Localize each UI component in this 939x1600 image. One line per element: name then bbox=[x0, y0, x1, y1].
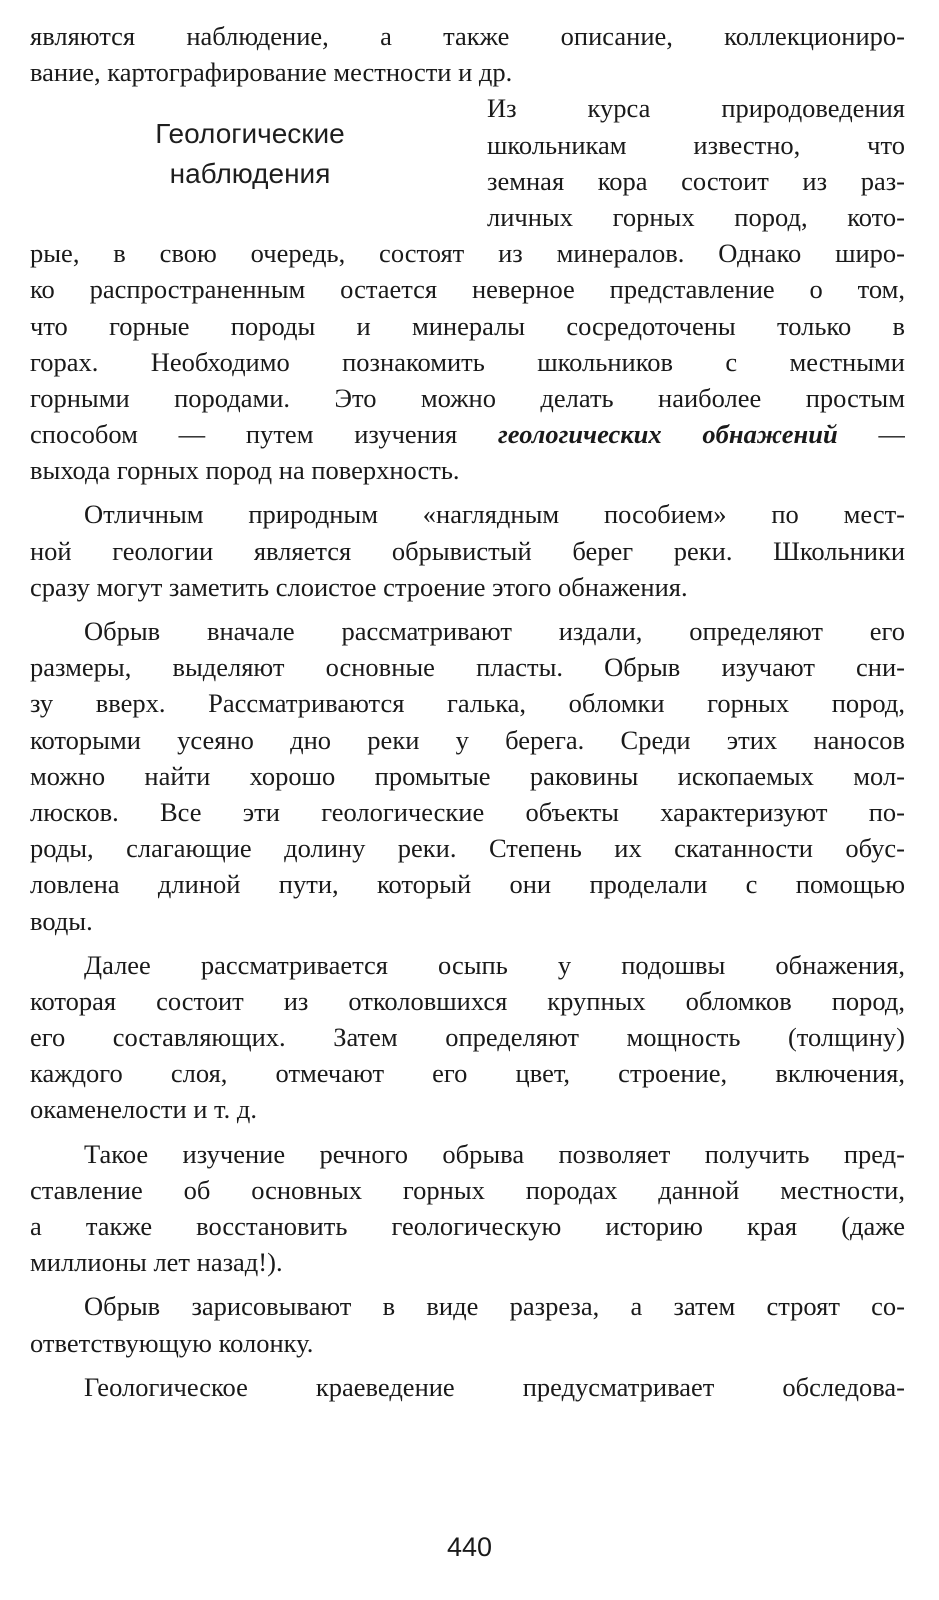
text-line: ловлена длиной пути, который они проделали с помощью bbox=[30, 869, 905, 900]
text-line: зу вверх. Рассматриваются галька, обломки горных пород, bbox=[30, 688, 905, 719]
text-line: ставление об основных горных породах данной местности, bbox=[30, 1174, 905, 1205]
text-line: которыми усеяно дно реки у берега. Среди этих наносов bbox=[30, 724, 905, 755]
text-line: личных горных пород, кото- bbox=[487, 201, 905, 232]
text-line: его составляющих. Затем определяют мощность (толщину) bbox=[30, 1022, 905, 1053]
text-line: каждого слоя, отмечают его цвет, строение, включения, bbox=[30, 1058, 905, 1089]
section-heading-line-2: наблюдения bbox=[169, 158, 331, 190]
text-line: воды. bbox=[30, 905, 93, 936]
text-line: горах. Необходимо познакомить школьников с местными bbox=[30, 346, 905, 377]
text-line: Отличным природным «наглядным пособием» по мест- bbox=[84, 499, 905, 530]
text-line: ответствующую колонку. bbox=[30, 1327, 314, 1358]
text-line: Далее рассматривается осыпь у подошвы обнажения, bbox=[84, 949, 905, 980]
text-line: что горные породы и минералы сосредоточены только в bbox=[30, 310, 905, 341]
text-line: Такое изучение речного обрыва позволяет получить пред- bbox=[84, 1138, 905, 1169]
text-line: Обрыв вначале рассматривают издали, определяют его bbox=[84, 616, 905, 646]
text-line: ко распространенным остается неверное представление о том, bbox=[30, 274, 905, 305]
text-line: горными породами. Это можно делать наиболее простым bbox=[30, 382, 905, 413]
section-heading-line-1: Геологические bbox=[155, 118, 345, 150]
paragraph-5 bbox=[30, 1136, 905, 1281]
text-line: вание, картографирование местности и др. bbox=[30, 57, 513, 88]
text-line bbox=[30, 416, 905, 452]
paragraph-7 bbox=[30, 1369, 905, 1405]
emphasized-term: геологических обнажений bbox=[498, 419, 838, 450]
text-line: являются наблюдение, а также описание, коллекциониро- bbox=[30, 21, 905, 51]
text-line: размеры, выделяют основные пласты. Обрыв изучают сни- bbox=[30, 652, 905, 683]
text-line: сразу могут заметить слоистое строение этого обнажения. bbox=[30, 571, 688, 602]
text-fragment: — bbox=[837, 419, 905, 450]
text-line: Геологическое краеведение предусматривает обследова- bbox=[84, 1371, 905, 1402]
section-heading-block bbox=[30, 90, 905, 235]
text-line: окаменелости и т. д. bbox=[30, 1094, 257, 1125]
text-line: Из курса природоведения bbox=[487, 93, 905, 124]
text-line: миллионы лет назад!). bbox=[30, 1247, 283, 1278]
text-line: люсков. Все эти геологические объекты характеризуют по- bbox=[30, 796, 905, 827]
paragraph-2 bbox=[30, 496, 905, 605]
text-line: роды, слагающие долину реки. Степень их скатанности обус- bbox=[30, 833, 905, 864]
page-number: 440 bbox=[446, 1532, 493, 1562]
paragraph-4 bbox=[30, 947, 905, 1128]
intro-paragraph bbox=[30, 18, 905, 90]
paragraph-3 bbox=[30, 613, 905, 939]
paragraph-6 bbox=[30, 1288, 905, 1360]
text-line: которая состоит из отколовшихся крупных обломков пород, bbox=[30, 985, 905, 1016]
section-side-text bbox=[450, 90, 905, 235]
text-line: можно найти хорошо промытые раковины ископаемых мол- bbox=[30, 760, 905, 791]
text-line: ной геологии является обрывистый берег реки. Школьники bbox=[30, 535, 905, 566]
text-line: Обрыв зарисовывают в виде разреза, а затем строят со- bbox=[84, 1291, 905, 1322]
text-line: школьникам известно, что bbox=[487, 129, 905, 160]
text-line: а также восстановить геологическую историю края (даже bbox=[30, 1211, 905, 1241]
section-heading bbox=[30, 90, 450, 235]
page-body bbox=[30, 18, 905, 1405]
text-line: выхода горных пород на поверхность. bbox=[30, 455, 460, 486]
paragraph-1 bbox=[30, 235, 905, 488]
text-fragment: способом — путем изучения bbox=[30, 419, 498, 450]
text-line: рые, в свою очередь, состоят из минералов. Однако широ- bbox=[30, 238, 905, 269]
text-line: земная кора состоит из раз- bbox=[487, 165, 905, 196]
